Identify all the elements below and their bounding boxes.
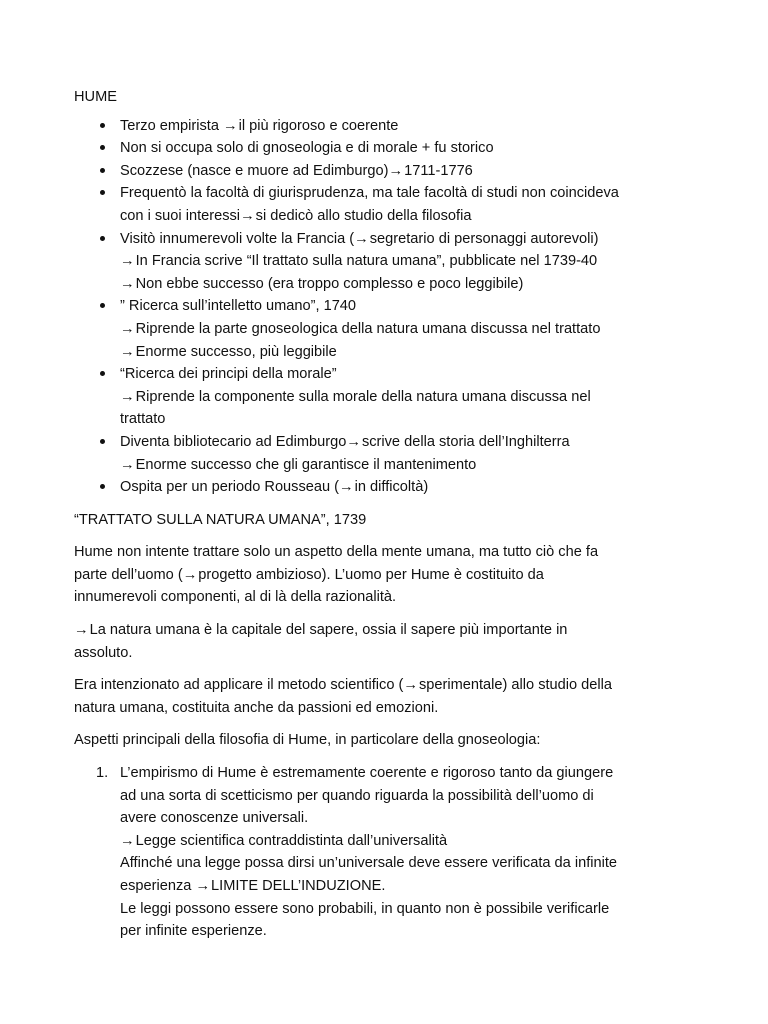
text-line: innumerevoli componenti, al di là della razionalità. [74,589,397,606]
arrow-right-icon: → [120,832,135,849]
arrow-right-icon: → [339,479,354,496]
text-line: Affinché una legge possa dirsi un’universale deve essere verificata da infinite [120,855,618,872]
text-line: “Ricerca dei principi della morale” [120,366,337,383]
text-line: ad una sorta di scetticismo per quando riguarda la possibilità dell’uomo di [120,787,594,804]
text-line: Frequentò la facoltà di giurisprudenza, ma tale facoltà di studi non coincideva [120,185,619,202]
text-line: Visitò innumerevoli volte la Francia (→segretario di personaggi autorevoli) [120,228,704,251]
arrow-right-icon: → [223,117,238,134]
bullet-dot-icon [100,236,105,241]
arrow-right-icon: → [120,253,135,270]
list-number: 1. [96,765,109,782]
bullet-item [74,476,704,499]
bullet-item [74,431,704,476]
text-line: →Riprende la parte gnoseologica della natura umana discussa nel trattato [120,318,704,341]
bullet-dot-icon [100,190,105,195]
text-line: →In Francia scrive “Il trattato sulla natura umana”, pubblicate nel 1739-40 [120,250,704,273]
arrow-right-icon: → [403,677,418,694]
text-line: Scozzese (nasce e muore ad Edimburgo)→1711-1776 [120,160,704,183]
text-line: →Riprende la componente sulla morale della natura umana discussa nel [120,386,704,409]
arrow-right-icon: → [120,388,135,405]
text-line: Era intenzionato ad applicare il metodo scientifico (→sperimentale) allo studio della [74,674,704,697]
bullet-item [74,182,704,227]
text-line: Ospita per un periodo Rousseau (→in difficoltà) [120,476,704,499]
text-line: Aspetti principali della filosofia di Hume, in particolare della gnoseologia: [74,732,541,749]
arrow-right-icon: → [388,162,404,179]
text-line: →Enorme successo, più leggibile [120,341,704,364]
numbered-list [74,762,704,943]
paragraph [74,619,704,664]
text-line: natura umana, costituita anche da passioni ed emozioni. [74,699,439,716]
bullet-dot-icon [100,168,105,173]
text-line: L’empirismo di Hume è estremamente coerente e rigoroso tanto da giungere [120,765,614,782]
text-line: trattato [120,411,166,428]
arrow-right-icon: → [182,566,198,583]
paragraph [74,674,704,719]
text-line: →Non ebbe successo (era troppo complesso e poco leggibile) [120,273,704,296]
text-line: assoluto. [74,644,133,661]
paragraphs [74,541,704,752]
bullet-item [74,160,704,183]
arrow-right-icon: → [120,320,135,337]
text-line: avere conoscenze universali. [120,810,309,827]
text-line: parte dell’uomo (→progetto ambizioso). L’uomo per Hume è costituito da [74,564,704,587]
arrow-right-icon: → [195,878,211,894]
text-line: →Legge scientifica contraddistinta dall’universalità [120,830,704,853]
text-line: Non si occupa solo di gnoseologia e di morale + fu storico [120,140,494,157]
document-content [74,86,704,943]
text-line: →Enorme successo che gli garantisce il mantenimento [120,454,704,477]
bullet-dot-icon [100,303,105,308]
text-line: esperienza →LIMITE DELL’INDUZIONE. [120,875,704,898]
bullet-item [74,137,704,160]
section-title: “TRATTATO SULLA NATURA UMANA”, 1739 [74,511,367,528]
bullet-item [74,115,704,138]
bullet-item [74,295,704,363]
text-line: Le leggi possono essere sono probabili, in quanto non è possibile verificarle [120,900,610,917]
paragraph [74,729,704,752]
arrow-right-icon: → [240,207,255,224]
text-line: Hume non intente trattare solo un aspetto della mente umana, ma tutto ciò che fa [74,544,599,561]
text-line: ” Ricerca sull’intelletto umano”, 1740 [120,298,357,315]
numbered-item [74,762,704,943]
bullet-dot-icon [100,439,105,444]
text-line: Diventa bibliotecario ad Edimburgo→scrive della storia dell’Inghilterra [120,431,704,454]
text-line: Terzo empirista →il più rigoroso e coerente [120,115,704,138]
text-line: con i suoi interessi→si dedicò allo studio della filosofia [120,205,704,228]
bullet-dot-icon [100,145,105,150]
bullet-list [74,115,704,499]
bullet-item [74,363,704,431]
arrow-right-icon: → [346,433,361,450]
bullet-dot-icon [100,484,105,489]
bullet-item [74,228,704,296]
document-title: HUME [74,89,117,105]
bullet-dot-icon [100,123,105,128]
bullet-dot-icon [100,371,105,376]
arrow-right-icon: → [354,230,369,247]
arrow-right-icon: → [120,343,135,360]
arrow-right-icon: → [120,456,135,473]
arrow-right-icon: → [74,622,89,639]
text-line: per infinite esperienze. [120,923,267,940]
text-line: →La natura umana è la capitale del sapere, ossia il sapere più importante in [74,619,704,642]
arrow-right-icon: → [120,275,135,292]
paragraph [74,541,704,609]
